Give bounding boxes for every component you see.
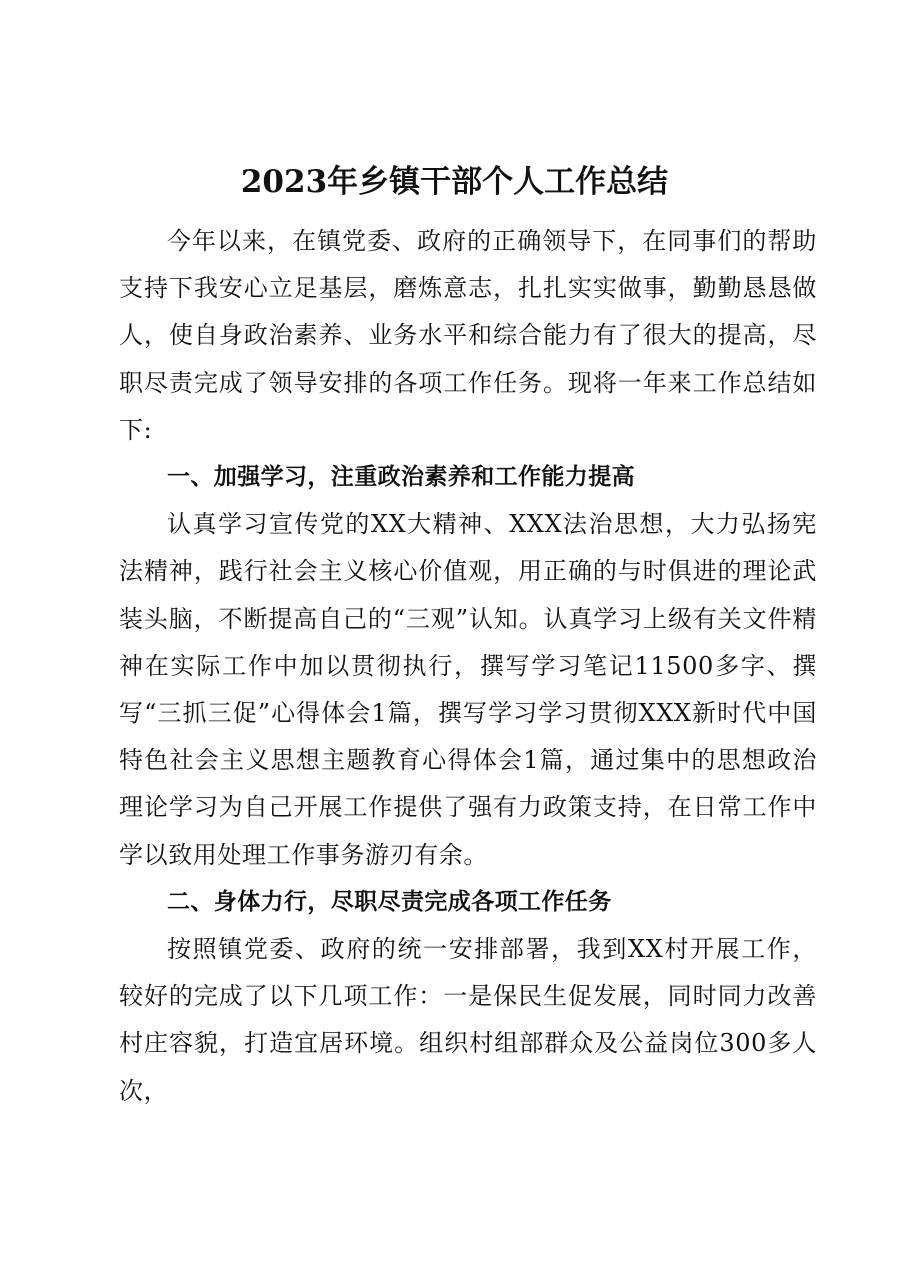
intro-paragraph: 今年以来，在镇党委、政府的正确领导下，在同事们的帮助支持下我安心立足基层，磨炼意志，扎扎实实做事，勤勤恳恳做人，使自身政治素养、业务水平和综合能力有了很大的提高，尽职尽责完成了领导安排的各项工作任务。现将一年来工作总结如下:	[119, 227, 817, 444]
document-body	[119, 218, 817, 1115]
section-heading-2: 二、身体力行，尽职尽责完成各项工作任务	[167, 888, 612, 915]
section-2-paragraph: 按照镇党委、政府的统一安排部署，我到XX村开展工作，较好的完成了以下几项工作：一是保民生促发展，同时同力改善村庄容貌，打造宜居环境。组织村组部群众及公益岗位300多人次，	[119, 935, 817, 1105]
document-title: 2023年乡镇干部个人工作总结	[240, 164, 669, 200]
section-1-paragraph: 认真学习宣传党的XX大精神、XXX法治思想，大力弘扬宪法精神，践行社会主义核心价值观，用正确的与时俱进的理论武装头脑，不断提高自己的“三观”认知。认真学习上级有关文件精神在实际工作中加以贯彻执行，撰写学习笔记11500多字、撰写“三抓三促”心得体会1篇，撰写学习学习贯彻XXX新时代中国特色社会主义思想主题教育心得体会1篇，通过集中的思想政治理论学习为自己开展工作提供了强有力政策支持，在日常工作中学以致用处理工作事务游刃有余。	[119, 510, 817, 869]
section-heading-1: 一、加强学习，注重政治素养和工作能力提高	[167, 464, 635, 491]
